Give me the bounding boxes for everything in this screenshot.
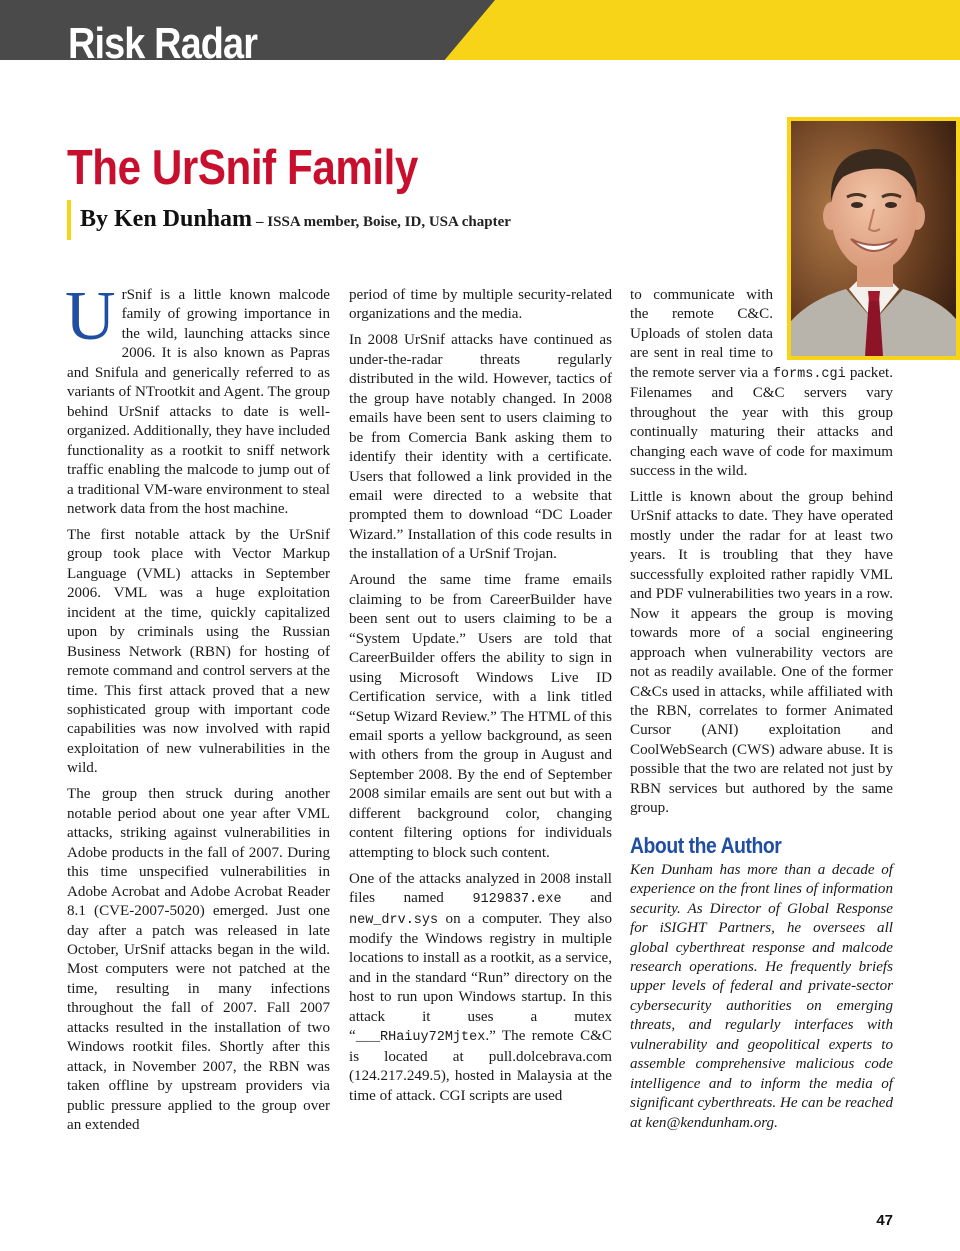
drop-cap: U (65, 278, 116, 355)
paragraph-text: and (561, 890, 612, 907)
paragraph-text: One of the attacks analyzed in 2008 install files named (349, 870, 612, 907)
paragraph: In 2008 UrSnif attacks have continued as under-the-radar threats regularly distributed in the wild. However, tactics of the group have notably changed. In 2008 emails have been sent to users claiming to be from Comercia Bank asking them to identify their identity with a certificate. Users that followed a link provided in the email were directed to a website that prompted them to download “DC Loader Wizard.” Installation of this code results in the installation of a UrSnif Trojan. (349, 332, 612, 563)
paragraph (349, 870, 612, 1106)
section-banner (0, 0, 960, 60)
filename-code: 9129837.exe (472, 892, 562, 908)
byline-author: By Ken Dunham (80, 206, 253, 232)
page-number: 47 (876, 1212, 893, 1229)
paragraph-text: to communicate with the remote C&C. Uploads of stolen data are sent in real time to the remote server via a (630, 287, 773, 381)
mutex-code: ___RHaiuy72Mjtex (355, 1030, 486, 1046)
paragraph: The first notable attack by the UrSnif group took place with Vector Markup Language (VML) attacks in September 2006. VML was a huge exploitation incident at the time, quickly capitalized upon by criminals using the Russian Business Network (RBN) for hosting of remote command and control servers at the time. This first attack proved that a new sophisticated group with important code capabilities was now involved with rapid exploitation of new vulnerabilities in the wild. (67, 526, 330, 777)
article-column-2 (349, 286, 612, 1113)
banner-yellow-band (445, 0, 960, 60)
photo-wrap-spacer (773, 286, 893, 360)
article-title: The UrSnif Family (67, 141, 418, 195)
paragraph: Little is known about the group behind UrSnif attacks to date. They have operated mostly under the radar for at least two years. It is troubling that they have successfully exploited rather rapidly VML and PDF vulnerabilities two years in a row. Now it appears the group is moving towards more of a social engineering approach when vulnerability vectors are not as readily available. One of the former C&Cs used in attacks, while affiliated with the RBN, correlates to former Animated Cursor (ANI) exploitation and CoolWebSearch (CWS) adware abuse. It is possible that the two are related not just by RBN services but authored by the same group. (630, 489, 893, 817)
about-author-heading: About the Author (630, 832, 782, 858)
article-column-3 (630, 286, 893, 1140)
paragraph-text: packet. Filenames and C&C servers vary throughout the year with this group continually maturing their attacks and changing each wave of code for maximum success in the wild. (630, 364, 893, 480)
section-title: Risk Radar (68, 19, 258, 60)
paragraph (65, 278, 330, 519)
article-column-1 (65, 278, 330, 1142)
paragraph: The group then struck during another notable period about one year after VML attacks, striking against vulnerabilities in Adobe products in the fall of 2007. During this time unspecified vulnerabilities in Adobe Acrobat and Adobe Acrobat Reader 8.1 (CVE-2007-5020) emerged. Just one day after a patch was released in late October, UrSnif attacks began in the wild. Most computers were not patched at the time, resulting in many infections throughout the fall of 2007. Fall 2007 attacks resulted in the installation of two Windows rootkit files. Shortly after this attack, in November 2007, the RBN was taken offline by upstream providers via public pressure applied to the group over an extended (67, 786, 330, 1134)
paragraph-text: .” The remote C&C is located at pull.dolcebrava.com (124.217.249.5), hosted in Malaysia at the time of attack. CGI scripts are used (349, 1028, 612, 1104)
paragraph: Around the same time frame emails claiming to be from CareerBuilder have been sent out to users claiming to be a “System Update.” Users are told that CareerBuilder offers the ability to sign in using Microsoft Windows Live ID Certification service, with a link titled “Setup Wizard Review.” The HTML of this email sports a yellow background, as seen with others from the group in August and September 2008. By the end of September 2008 similar emails are sent out but with a different background color, changing content filtering options for individuals attempting to block such content. (349, 572, 612, 861)
byline-affiliation: – ISSA member, Boise, ID, USA chapter (256, 214, 511, 230)
filename-code: new_drv.sys (349, 912, 439, 928)
filename-code: forms.cgi (772, 366, 846, 382)
byline-accent-bar (67, 200, 71, 240)
about-author-text: Ken Dunham has more than a decade of experience on the front lines of information security. As Director of Global Response for iSIGHT Partners, he oversees all global cyberthreat response and malcode research operations. He frequently briefs upper levels of federal and private-sector cybersecurity authorities on emerging threats, and regularly interfaces with vulnerability and geopolitical experts to assemble comprehensive malicious code intelligence and to inform the media of significant cyberthreats. He can be reached at ken@kendunham.org. (630, 861, 893, 1131)
paragraph: period of time by multiple security-related organizations and the media. (349, 287, 612, 323)
byline (80, 204, 511, 237)
paragraph-text: on a computer. They also modify the Windows registry in multiple locations to install as a rootkit, as a service, and in the standard “Run” directory on the host to run upon Windows startup. In this attack it uses a mutex “ (349, 910, 612, 1045)
paragraph-text: rSnif is a little known malcode family of growing importance in the wild, launching attacks since 2006. It is also known as Papras and Snifula and generically referred to as variants of NTrootkit and Agent. The group behind UrSnif attacks to date is well-organized. Additionally, they have included functionality as a rootkit to sniff network traffic enabling the malcode to jump out of a traditional VM-ware environment to steal network data from the host machine. (67, 287, 330, 517)
